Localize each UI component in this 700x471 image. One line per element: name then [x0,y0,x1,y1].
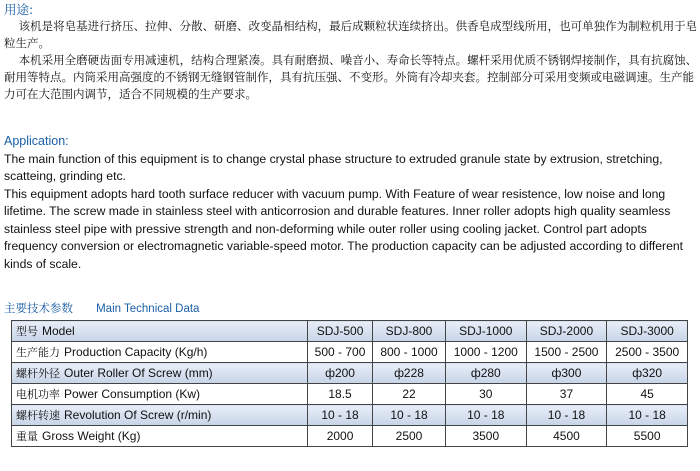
table-cell: 1000 - 1200 [445,342,526,363]
row-label-en: Power Consumption (Kw) [64,387,201,401]
row-label [12,363,308,384]
table-row [12,426,688,447]
table-cell: 10 - 18 [308,405,373,426]
table-cell: 10 - 18 [445,405,526,426]
row-label-cn: 螺杆外径 [16,367,60,380]
table-cell: ф200 [308,363,373,384]
usage-paragraph-2: 本机采用全磨硬齿面专用减速机，结构合理紧凑。具有耐磨损、噪音小、寿命长等特点。螺杆采用优质不锈钢焊接制作，具有抗腐蚀、耐用等特点。内筒采用高强度的不锈钢无缝钢管制作，具有抗压强、不变形。外筒有冷却夹套。控制部分可采用变频或电磁调速。生产能力可在大范围内调节，适合不同规模的生产要求。 [4,53,698,101]
application-paragraph-1: The main function of this equipment is to change crystal phase structure to extruded granule state by extrusion, stretching, scatteing, grinding etc. [4,151,663,183]
row-label-cn: 重量 [16,430,38,443]
table-cell: 5500 [607,426,688,447]
table-cell: 3500 [445,426,526,447]
row-label-en: Revolution Of Screw (r/min) [64,408,212,422]
table-cell: SDJ-3000 [607,321,688,342]
application-section [4,133,698,273]
table-row [12,405,688,426]
row-label [12,342,308,363]
table-cell: 2500 [373,426,446,447]
table-cell: SDJ-2000 [526,321,607,342]
table-cell: 18.5 [308,384,373,405]
row-label [12,321,308,342]
table-cell: 30 [445,384,526,405]
table-cell: SDJ-1000 [445,321,526,342]
table-cell: 500 - 700 [308,342,373,363]
table-cell: 37 [526,384,607,405]
specs-title-cn: 主要技术参数 [4,301,73,315]
row-label-cn: 型号 [16,325,38,338]
table-cell: 2500 - 3500 [607,342,688,363]
table-cell: ф280 [445,363,526,384]
row-label [12,426,308,447]
table-cell: ф320 [607,363,688,384]
table-cell: 800 - 1000 [373,342,446,363]
specs-title [4,297,199,316]
table-cell: 45 [607,384,688,405]
table-cell: ф300 [526,363,607,384]
table-cell: ф228 [373,363,446,384]
usage-paragraph-1: 该机是将皂基进行挤压、拉伸、分散、研磨、改变晶相结构，最后成颗粒状连续挤出。供香皂成型线所用，也可单独作为制粒机用于皂粒生产。 [4,19,698,50]
table-row [12,363,688,384]
table-row [12,342,688,363]
row-label-en: Production Capacity (Kg/h) [64,345,208,359]
table-cell: 4500 [526,426,607,447]
row-label-en: Model [42,324,75,338]
usage-heading: 用途: [4,2,34,17]
table-cell: 10 - 18 [373,405,446,426]
table-row [12,384,688,405]
table-cell: 10 - 18 [526,405,607,426]
table-cell: SDJ-800 [373,321,446,342]
row-label [12,384,308,405]
table-cell: 22 [373,384,446,405]
application-paragraph-2: This equipment adopts hard tooth surface reducer with vacuum pump. With Feature of wear resistence, low noise and long lifetime. The screw made in stainless steel with anticorrosion and durable features. Inner roller adopts high quality seamless stainless steel pipe with pressive strength and non-deforming while outer roller using cooling jacket. Control part adopts frequency conversion or electromagnetic variable-speed motor. The production capacity can be adjusted according to different kinds of scale. [4,186,684,271]
row-label-en: Gross Weight (Kg) [42,429,141,443]
row-label-en: Outer Roller Of Screw (mm) [64,366,213,380]
table-cell: SDJ-500 [308,321,373,342]
specs-title-en: Main Technical Data [96,303,200,315]
row-label-cn: 生产能力 [16,346,60,359]
usage-section [4,2,698,103]
table-cell: 10 - 18 [607,405,688,426]
table-cell: 1500 - 2500 [526,342,607,363]
table-row [12,321,688,342]
row-label-cn: 螺杆转速 [16,409,60,422]
application-heading: Application: [4,134,69,148]
row-label-cn: 电机功率 [16,388,60,401]
table-cell: 2000 [308,426,373,447]
specs-table [11,320,688,447]
row-label [12,405,308,426]
